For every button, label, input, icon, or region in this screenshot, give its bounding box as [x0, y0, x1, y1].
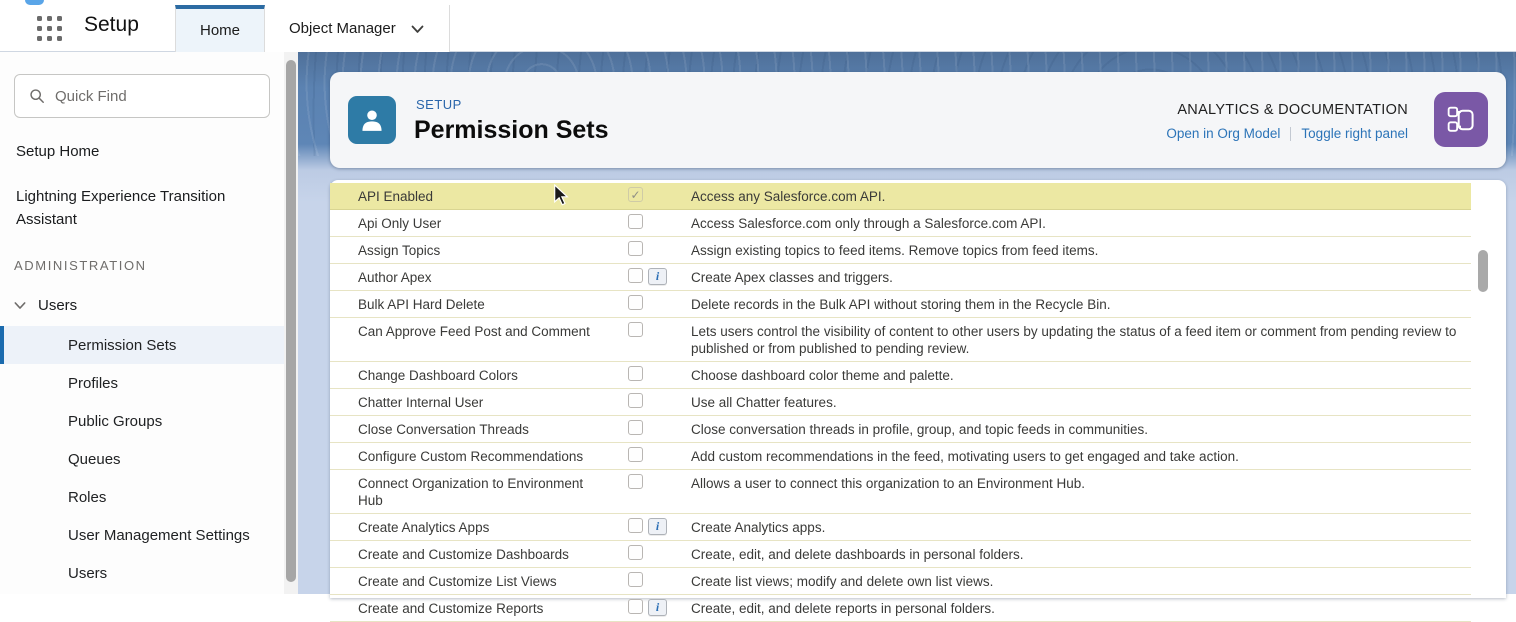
sidebar-item-label: Public Groups: [68, 412, 163, 430]
permission-description: Assign existing topics to feed items. Remove topics from feed items.: [691, 243, 1099, 258]
permission-checkbox-cell: [613, 474, 691, 489]
permission-description: Create, edit, and delete reports in personal folders.: [691, 601, 995, 616]
sidebar-item-queues[interactable]: [0, 440, 284, 478]
permission-row: [330, 291, 1471, 318]
permission-checkbox-cell: [613, 545, 691, 560]
permission-checkbox-cell: [613, 518, 691, 535]
permission-description: Access Salesforce.com only through a Salesforce.com API.: [691, 216, 1046, 231]
sidebar-item-roles[interactable]: [0, 478, 284, 516]
sidebar-item-label: Permission Sets: [68, 336, 177, 354]
permission-row: [330, 595, 1471, 622]
permissions-table: [330, 183, 1471, 622]
tab-object-manager[interactable]: [265, 5, 450, 52]
quick-find-box[interactable]: [14, 74, 270, 118]
org-model-button[interactable]: [1434, 92, 1488, 147]
setup-app-title: Setup: [84, 13, 139, 36]
permission-row: [330, 470, 1471, 514]
permission-name: Assign Topics: [358, 243, 441, 258]
permission-checkbox[interactable]: [628, 322, 643, 337]
setup-sidebar: [0, 52, 284, 594]
top-navigation-bar: [0, 0, 1516, 52]
info-icon[interactable]: i: [648, 518, 667, 535]
permission-checkbox[interactable]: [628, 268, 643, 283]
page-header-card: [330, 72, 1506, 168]
permission-row: [330, 210, 1471, 237]
sidebar-item-lightning-experience-transition-assistant[interactable]: Lightning Experience Transition Assistant: [16, 188, 226, 228]
analytics-documentation-heading: ANALYTICS & DOCUMENTATION: [1177, 102, 1408, 118]
permission-description: Close conversation threads in profile, group, and topic feeds in communities.: [691, 422, 1148, 437]
permission-row: [330, 568, 1471, 595]
permission-checkbox[interactable]: ✓: [628, 187, 643, 202]
permission-checkbox-cell: [613, 295, 691, 310]
app-launcher-icon[interactable]: [37, 16, 63, 42]
permission-row: [330, 514, 1471, 541]
salesforce-logo-fragment: [25, 0, 44, 5]
permission-row: [330, 318, 1471, 362]
info-icon[interactable]: i: [648, 599, 667, 616]
permission-row: [330, 264, 1471, 291]
user-icon: [357, 105, 387, 135]
permission-checkbox[interactable]: [628, 393, 643, 408]
permission-name: Connect Organization to Environment Hub: [358, 476, 584, 508]
permission-name: Create and Customize Reports: [358, 601, 544, 616]
permission-checkbox[interactable]: [628, 366, 643, 381]
permissions-table-card: [330, 180, 1506, 616]
org-model-icon: [1444, 103, 1478, 137]
permission-sets-icon: [348, 96, 396, 144]
page-title: Permission Sets: [414, 116, 609, 144]
permission-checkbox-cell: [613, 214, 691, 229]
sidebar-section-administration: ADMINISTRATION: [14, 258, 147, 273]
sidebar-scrollbar[interactable]: [284, 52, 298, 594]
sidebar-item-users[interactable]: [0, 554, 284, 592]
search-icon: [29, 88, 45, 104]
permission-checkbox-cell: [613, 420, 691, 435]
permission-row: [330, 183, 1471, 210]
tab-object-manager-label: Object Manager: [289, 20, 396, 37]
permission-name: Api Only User: [358, 216, 442, 231]
main-content: [298, 52, 1516, 616]
tab-home-label: Home: [200, 22, 241, 39]
permission-checkbox[interactable]: [628, 295, 643, 310]
permission-checkbox-cell: [613, 268, 691, 285]
permission-checkbox[interactable]: [628, 214, 643, 229]
permission-name: Close Conversation Threads: [358, 422, 529, 437]
permission-row: [330, 389, 1471, 416]
mouse-cursor: [552, 184, 570, 206]
permission-checkbox-cell: [613, 366, 691, 381]
analytics-links: [1166, 126, 1408, 141]
permission-checkbox[interactable]: [628, 474, 643, 489]
permission-description: Create list views; modify and delete own list views.: [691, 574, 994, 589]
table-scrollbar-thumb[interactable]: [1478, 250, 1488, 292]
permission-row: [330, 237, 1471, 264]
permission-checkbox[interactable]: [628, 518, 643, 533]
permission-checkbox[interactable]: [628, 420, 643, 435]
sidebar-item-label: User Management Settings: [68, 526, 250, 544]
permission-checkbox[interactable]: [628, 572, 643, 587]
permission-checkbox[interactable]: [628, 599, 643, 614]
link-divider: [1290, 127, 1291, 141]
sidebar-scrollbar-thumb[interactable]: [286, 60, 296, 582]
sidebar-item-public-groups[interactable]: [0, 402, 284, 440]
permission-name: Create Analytics Apps: [358, 520, 490, 535]
sidebar-item-label: Users: [68, 564, 108, 582]
toggle-right-panel-link[interactable]: Toggle right panel: [1301, 126, 1408, 141]
permission-description: Create, edit, and delete dashboards in personal folders.: [691, 547, 1024, 562]
sidebar-item-label: Queues: [68, 450, 121, 468]
sidebar-sub-items: [0, 326, 284, 592]
sidebar-item-profiles[interactable]: [0, 364, 284, 402]
permission-name: Configure Custom Recommendations: [358, 449, 584, 464]
tab-home[interactable]: [175, 5, 265, 52]
sidebar-item-label: Roles: [68, 488, 107, 506]
quick-find-input[interactable]: [55, 88, 245, 105]
sidebar-item-user-management-settings[interactable]: [0, 516, 284, 554]
permission-checkbox-cell: [613, 322, 691, 337]
permission-description: Use all Chatter features.: [691, 395, 837, 410]
permission-row: [330, 443, 1471, 470]
permission-name: Create and Customize Dashboards: [358, 547, 569, 562]
chevron-down-icon: [14, 301, 26, 310]
permission-description: Lets users control the visibility of content to other users by updating the status of a feed item or comment from pending review to published or from published to pending review.: [691, 324, 1457, 356]
sidebar-item-permission-sets[interactable]: [0, 326, 284, 364]
permission-name: Bulk API Hard Delete: [358, 297, 485, 312]
permission-description: Delete records in the Bulk API without storing them in the Recycle Bin.: [691, 297, 1111, 312]
permission-checkbox-cell: [613, 393, 691, 408]
sidebar-item-setup-home[interactable]: Setup Home: [16, 143, 100, 160]
permission-checkbox-cell: [613, 447, 691, 462]
permission-checkbox[interactable]: [628, 447, 643, 462]
open-in-org-model-link[interactable]: Open in Org Model: [1166, 126, 1281, 141]
permission-checkbox-cell: [613, 599, 691, 616]
permission-description: Access any Salesforce.com API.: [691, 189, 886, 204]
permission-checkbox-cell: [613, 241, 691, 256]
sidebar-tree-users[interactable]: [0, 297, 284, 314]
permission-checkbox-cell: [613, 187, 691, 202]
permission-name: Create and Customize List Views: [358, 574, 557, 589]
chevron-down-icon: [410, 24, 425, 34]
setup-eyebrow: SETUP: [416, 97, 462, 112]
permission-name: API Enabled: [358, 189, 434, 204]
permission-row: [330, 362, 1471, 389]
permission-name: Author Apex: [358, 270, 432, 285]
permission-name: Chatter Internal User: [358, 395, 484, 410]
permission-name: Change Dashboard Colors: [358, 368, 518, 383]
permission-name: Can Approve Feed Post and Comment: [358, 324, 590, 339]
permission-checkbox[interactable]: [628, 241, 643, 256]
permission-description: Allows a user to connect this organization to an Environment Hub.: [691, 476, 1085, 491]
setup-tabs: [175, 5, 450, 52]
permission-description: Choose dashboard color theme and palette.: [691, 368, 954, 383]
permission-description: Add custom recommendations in the feed, motivating users to get engaged and take action.: [691, 449, 1239, 464]
permission-row: [330, 541, 1471, 568]
permission-description: Create Analytics apps.: [691, 520, 826, 535]
permission-description: Create Apex classes and triggers.: [691, 270, 893, 285]
info-icon[interactable]: i: [648, 268, 667, 285]
sidebar-tree-users-label: Users: [38, 297, 78, 314]
permission-checkbox[interactable]: [628, 545, 643, 560]
permission-checkbox-cell: [613, 572, 691, 587]
permission-row: [330, 416, 1471, 443]
sidebar-item-label: Profiles: [68, 374, 119, 392]
